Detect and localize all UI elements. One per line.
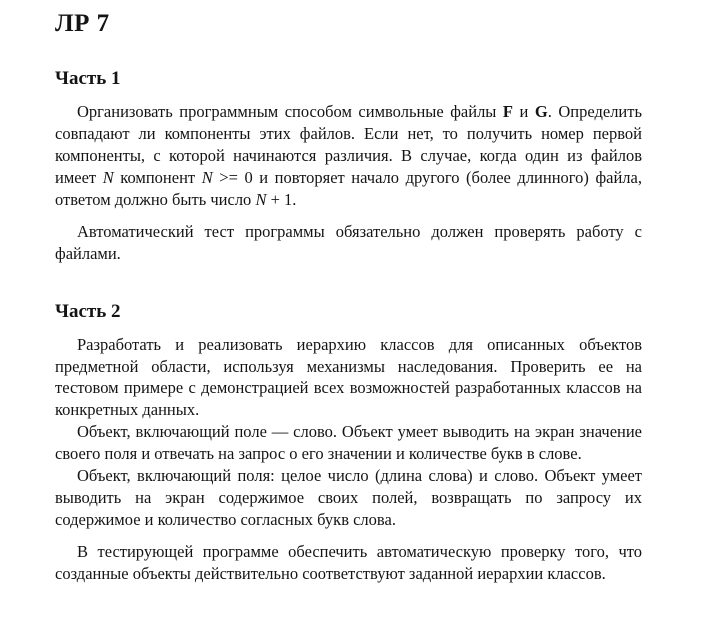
file-name-f: F	[502, 102, 514, 121]
text-run: компонент	[113, 167, 202, 187]
math-var-n: N	[201, 167, 213, 187]
part2-paragraph-1: Разработать и реализовать иерархию классов для описанных объектов предметной области, используя механизмы наследования. Проверить ее на тестовом примере с демонстрацией всех возможностей разработанных классов на конкретных данных.	[55, 334, 642, 420]
text-run: . Определить совпадают ли компоненты этих файлов. Если нет, то получить номер первой компоненты, с которой начинаются различия. В случае, когда один из файлов имеет	[55, 102, 642, 187]
text-run: >= 0 и повторяет начало другого (более длинного) файла, ответом должно быть число	[55, 167, 642, 209]
part1-paragraph-2: Автоматический тест программы обязательно должен проверять работу с файлами.	[55, 221, 642, 263]
part1-paragraph-1	[55, 101, 642, 211]
math-var-n: N	[102, 167, 114, 187]
part2-paragraph-2: Объект, включающий поле — слово. Объект умеет выводить на экран значение своего поля и отвечать на запрос о его значении и количестве букв в слове.	[55, 422, 642, 464]
file-name-g: G	[534, 102, 548, 121]
text-run: и	[513, 102, 535, 121]
section-heading-part2: Часть 2	[55, 300, 121, 322]
document-title: ЛР 7	[55, 10, 110, 37]
part2-paragraph-4: В тестирующей программе обеспечить автоматическую проверку того, что созданные объекты действительно соответствуют заданной иерархии классов.	[55, 542, 642, 583]
text-run: Организовать программным способом символьные файлы	[77, 102, 503, 121]
section-heading-part1: Часть 1	[55, 68, 121, 89]
math-var-n: N	[255, 189, 267, 209]
text-run: + 1.	[266, 189, 297, 209]
part2-paragraph-3: Объект, включающий поля: целое число (длина слова) и слово. Объект умеет выводить на экран содержимое своих полей, возвращать по запросу их содержимое и количество согласных букв слова.	[55, 466, 642, 530]
